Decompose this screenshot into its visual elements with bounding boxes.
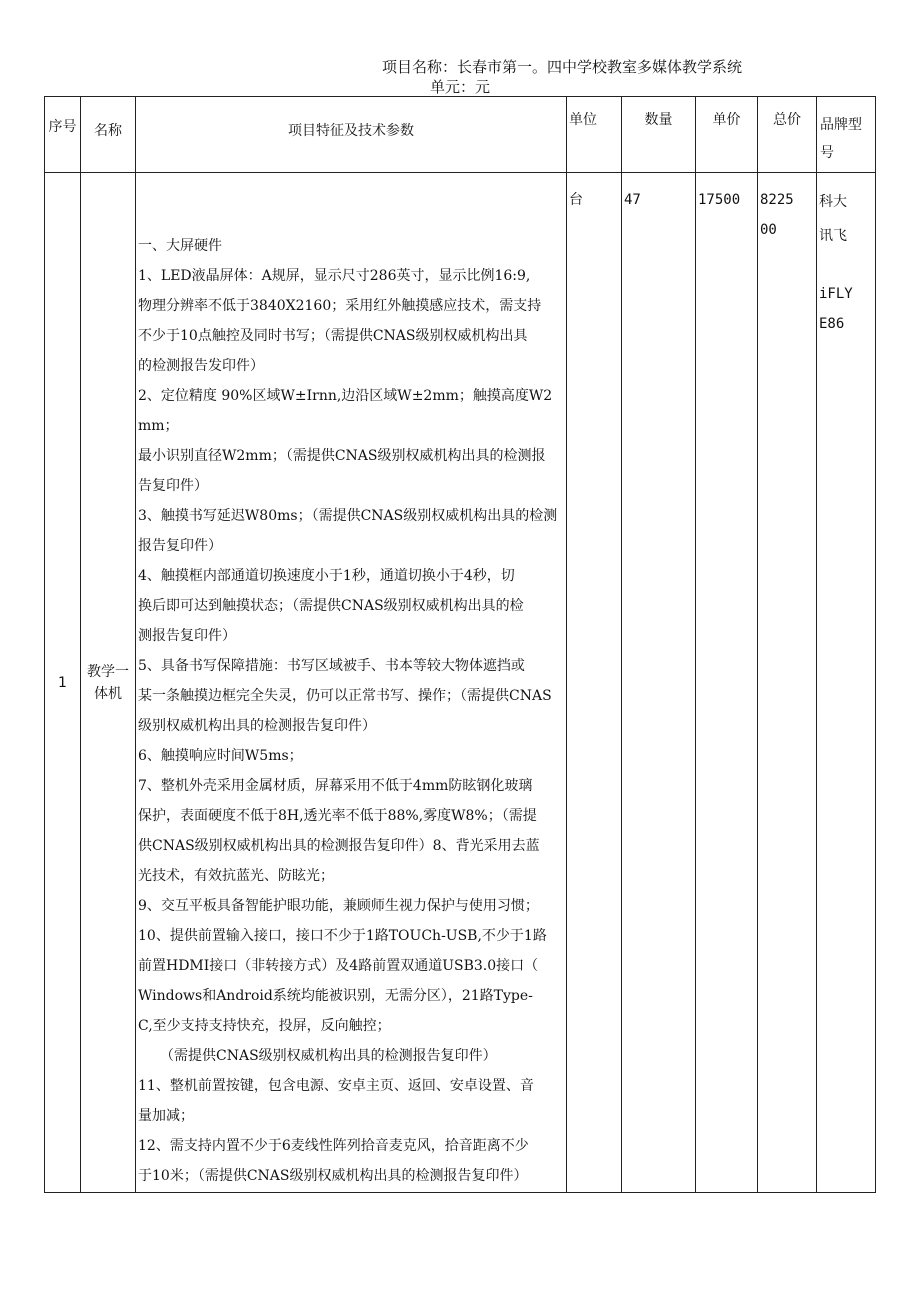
spec-line: 12、需支持内置不少于6麦线性阵列拾音麦克风，拾音距离不少	[138, 1138, 529, 1154]
spec-line: 报告复印件）	[138, 538, 222, 554]
spec-line: 9、交互平板具备智能护眼功能，兼顾师生视力保护与使用习惯；	[138, 898, 539, 914]
spec-line: 10、提供前置输入接口，接口不少于1路TOUCh-USB,不少于1路	[138, 928, 547, 944]
spec-lines	[138, 231, 564, 1191]
col-header-unit: 单位	[567, 97, 622, 173]
spec-line: 物理分辨率不低于3840X2160；采用红外触摸感应技术，需支持	[138, 298, 542, 314]
spec-line: 6、触摸响应时间W5ms；	[138, 748, 303, 764]
spec-line: 前置HDMI接口（非转接方式）及4路前置双通道USB3.0接口（	[138, 958, 539, 974]
row-qty: 47	[622, 173, 696, 1193]
spec-line: 测报告复印件）	[138, 628, 236, 644]
col-header-name: 名称	[81, 97, 136, 173]
col-header-total: 总价	[758, 97, 817, 173]
spec-line: 5、具备书写保障措施：书写区域被手、书本等较大物体遮挡或	[138, 658, 525, 674]
col-header-price: 单价	[696, 97, 758, 173]
spec-line: 一、大屏硬件	[138, 238, 222, 254]
spec-line: 3、触摸书写延迟W80ms；（需提供CNAS级别权威机构出具的检测	[138, 508, 558, 524]
project-title: 项目名称：长春市第一。四中学校教室多媒体教学系统	[382, 58, 743, 76]
spec-table	[44, 96, 876, 1193]
spec-line: 供CNAS级别权威机构出具的检测报告复印件）8、背光采用去蓝	[138, 838, 540, 854]
col-header-qty: 数量	[622, 97, 696, 173]
spec-line: 于10米；（需提供CNAS级别权威机构出具的检测报告复印件）	[138, 1168, 528, 1184]
spec-line: 7、整机外壳采用金属材质，屏幕采用不低于4mm防眩钢化玻璃	[138, 778, 533, 794]
spec-line: 2、定位精度 90%区域W±Irnn,边沿区域W±2mm；触摸高度W2mm；	[138, 388, 553, 434]
table-row	[45, 173, 876, 1193]
brand-name: 科大讯飞	[819, 194, 847, 244]
spec-line: 量加减；	[138, 1108, 194, 1124]
spec-line: 某一条触摸边框完全失灵，仍可以正常书写、操作；（需提供CNAS	[138, 688, 552, 704]
row-spec	[136, 173, 567, 1193]
spec-line: 换后即可达到触摸状态；（需提供CNAS级别权威机构出具的检	[138, 598, 524, 614]
table-header-row	[45, 97, 876, 173]
row-seq: 1	[45, 173, 81, 1193]
spec-line: 不少于10点触控及同时书写；（需提供CNAS级别权威机构出具	[138, 328, 528, 344]
spec-line: C,至少支持支持快充，投屏，反向触控；	[138, 1018, 391, 1034]
spec-line: 最小识别直径W2mm；（需提供CNAS级别权威机构出具的检测报	[138, 448, 546, 464]
col-header-seq: 序号	[45, 97, 81, 173]
spec-line: 保护，表面硬度不低于8H,透光率不低于88%,雾度W8%；（需提	[138, 808, 537, 824]
spec-line: 4、触摸框内部通道切换速度小于1秒，通道切换小于4秒，切	[138, 568, 515, 584]
spec-line: 11、整机前置按键，包含电源、安卓主页、返回、安卓设置、音	[138, 1078, 534, 1094]
row-name: 教学一体机	[81, 173, 136, 1193]
unit-label: 单元：元	[430, 78, 491, 96]
row-brand	[817, 173, 876, 1193]
spec-line: 的检测报告发印件）	[138, 358, 264, 374]
spec-line: 级别权威机构出具的检测报告复印件）	[138, 718, 376, 734]
col-header-spec: 项目特征及技术参数	[136, 97, 567, 173]
row-price: 17500	[696, 173, 758, 1193]
row-total	[758, 173, 817, 1193]
spec-line: Windows和Android系统均能被识别，无需分区），21路Type-	[138, 988, 533, 1004]
spec-line: 光技术，有效抗蓝光、防眩光；	[138, 868, 334, 884]
col-header-brand: 品牌型号	[817, 97, 876, 173]
spec-line: 1、LED液晶屏体：A规屏，显示尺寸286英寸，显示比例16:9,	[138, 268, 531, 284]
row-unit: 台	[567, 173, 622, 1193]
spec-line: 告复印件）	[138, 478, 208, 494]
row-total-value: 822500	[760, 192, 794, 238]
brand-model: iFLYE86	[819, 286, 853, 332]
spec-line: （需提供CNAS级别权威机构出具的检测报告复印件）	[160, 1048, 497, 1064]
